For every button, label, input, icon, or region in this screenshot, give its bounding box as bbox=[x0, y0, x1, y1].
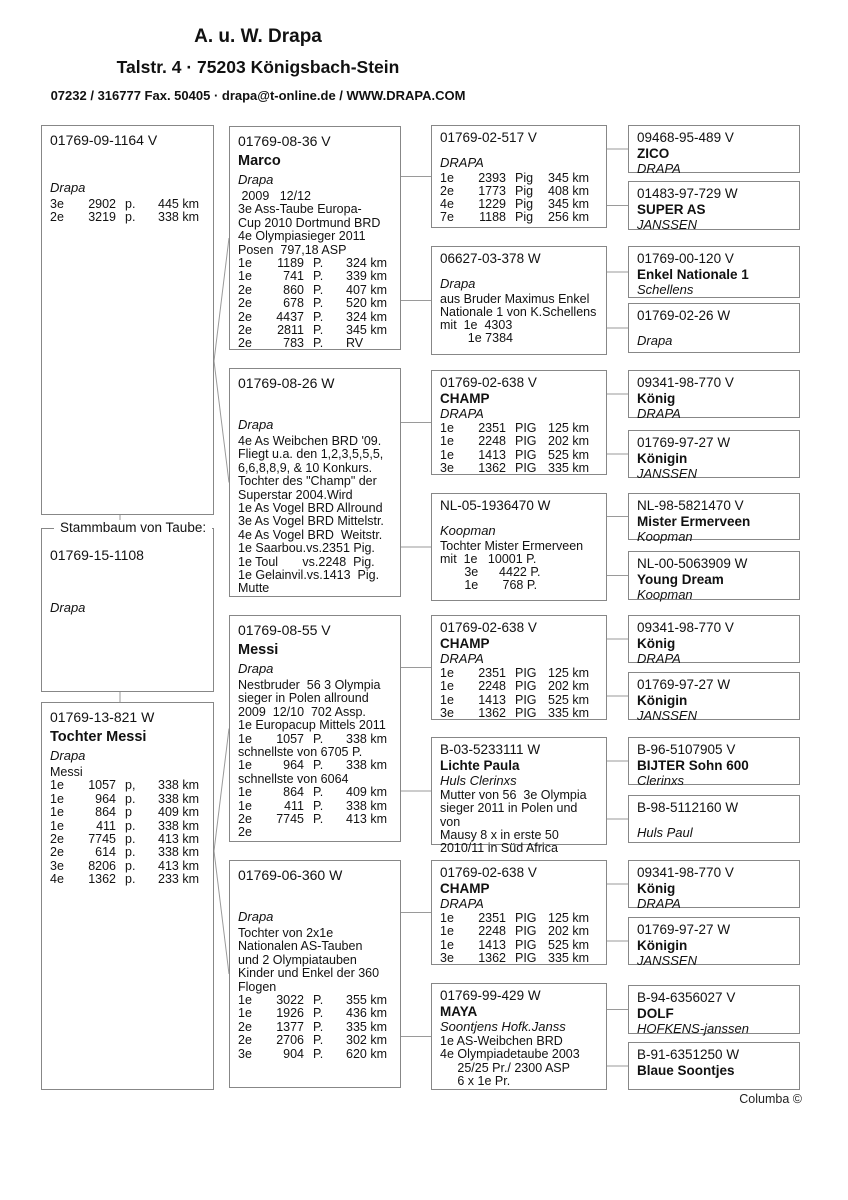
breeder-name: HOFKENS-janssen bbox=[637, 1020, 749, 1036]
subject-box bbox=[41, 520, 214, 692]
ring-number: 01769-15-1108 bbox=[50, 547, 144, 563]
pigeon-name: BIJTER Sohn 600 bbox=[637, 758, 749, 773]
pigeon-name: CHAMP bbox=[440, 636, 490, 651]
ring-number: 01769-09-1164 V bbox=[50, 132, 158, 148]
breeder-name: Drapa bbox=[637, 333, 673, 348]
pigeon-name: König bbox=[637, 881, 676, 896]
pigeon-name: SUPER AS bbox=[637, 202, 706, 217]
performance-lines: Mutter von 56 3e Olympia sieger 2011 in Polen und von Mausy 8 x in erste 50 2010/11 in Süd Africa bbox=[440, 788, 587, 856]
performance-lines: 2009 12/12 3e Ass-Taube Europa- Cup 2010 Dortmund BRD 4e Olympiasieger 2011 Posen 797,18 ASP 1e 1189 P. 324 km 1e 741 P. 339 km 2e 860 P. 407 km 2e 678 P. 520 km 2e 4437 P. 324 km 2e 2811 P. 345 km 2e 783 P. RV bbox=[238, 189, 387, 351]
breeder-name: Drapa bbox=[238, 172, 274, 187]
pigeon-name: König bbox=[637, 391, 676, 406]
ring-number: 09341-98-770 V bbox=[637, 375, 734, 390]
pigeon-name: Königin bbox=[637, 451, 688, 466]
ring-number: B-94-6356027 V bbox=[637, 990, 736, 1005]
breeder-name: DRAPA bbox=[440, 650, 484, 666]
breeder-name: DRAPA bbox=[637, 160, 681, 176]
breeder-name: Drapa bbox=[50, 180, 86, 195]
breeder-name: Huls Clerinxs bbox=[440, 772, 517, 788]
breeder-name: Schellens bbox=[637, 281, 694, 297]
breeder-name: DRAPA bbox=[440, 405, 484, 421]
pigeon-name: Mister Ermerveen bbox=[637, 514, 751, 529]
letterhead bbox=[0, 26, 516, 103]
ring-number: B-98-5112160 W bbox=[637, 800, 739, 815]
pigeon-box-g4-8 bbox=[431, 983, 607, 1090]
performance-lines: Nestbruder 56 3 Olympia sieger in Polen allround 2009 12/10 702 Assp. 1e Europacup Mittels 2011 1e 1057 P. 338 km schnellste von 6705 P. 1e 964 P. 338 km schnellste von 6064 1e 864 P. 409 km 1e 411 P. 338 km 2e 7745 P. 413 km 2e bbox=[238, 678, 387, 840]
pigeon-box-g4-5 bbox=[431, 615, 607, 720]
breeder-name: Koopman bbox=[440, 523, 496, 538]
pigeon-box-g4-3 bbox=[431, 370, 607, 475]
ring-number: 01769-06-360 W bbox=[238, 867, 343, 883]
pigeon-name: Königin bbox=[637, 693, 688, 708]
pigeon-box-g4-4 bbox=[431, 493, 607, 601]
performance-lines: Tochter Mister Ermerveen mit 1e 10001 P. 3e 4422 P. 1e 768 P. bbox=[440, 538, 584, 593]
ring-number: B-96-5107905 V bbox=[637, 742, 736, 757]
breeder-name: Drapa bbox=[440, 276, 476, 291]
performance-lines: 1e 2351 PIG 125 km 1e 2248 PIG 202 km 1e 1413 PIG 525 km 3e 1362 PIG 335 km bbox=[440, 911, 589, 965]
pigeon-name: Tochter Messi bbox=[50, 729, 147, 745]
ring-number: NL-00-5063909 W bbox=[637, 556, 748, 571]
ring-number: 01769-08-36 V bbox=[238, 133, 331, 149]
pigeon-name: MAYA bbox=[440, 1004, 478, 1019]
breeder-address: Talstr. 4 · 75203 Königsbach-Stein bbox=[116, 57, 400, 77]
ring-number: 01769-99-429 W bbox=[440, 988, 541, 1003]
breeder-name: Drapa bbox=[50, 748, 86, 763]
pigeon-box-g5-9 bbox=[628, 615, 800, 666]
performance-lines: Messi 1e 1057 p, 338 km 1e 964 p. 338 km 1e 864 p 409 km 1e 411 p. 338 km 2e 7745 p. 413 km 2e 614 p. 338 km 3e 8206 p. 413 km 4e 1362 p. 233 km bbox=[50, 765, 199, 887]
ring-number: 01769-00-120 V bbox=[637, 251, 734, 266]
breeder-name: DRAPA bbox=[637, 895, 681, 911]
pigeon-box-g3-1 bbox=[229, 126, 401, 350]
breeder-name: Drapa bbox=[238, 661, 274, 676]
pigeon-box-g3-4 bbox=[229, 860, 401, 1088]
performance-lines: 1e 2351 PIG 125 km 1e 2248 PIG 202 km 1e 1413 PIG 525 km 3e 1362 PIG 335 km bbox=[440, 666, 589, 720]
performance-lines: 4e As Weibchen BRD '09. Fliegt u.a. den 1,2,3,5,5,5, 6,6,8,8,9, & 10 Konkurs. Tochter des "Champ" der Superstar 2004.Wird 1e As Vogel BRD Allround 3e As Vogel BRD Mittelstr. 4e As Vogel BRD Weitstr. 1e Saarbou.vs.2351 Pig. 1e Toul vs.2248 Pig. 1e Gelainvil.vs.1413 Pig. Mutte bbox=[238, 434, 384, 596]
pigeon-box-g4-2 bbox=[431, 246, 607, 355]
ring-number: 01769-97-27 W bbox=[637, 435, 731, 450]
pigeon-box-mother bbox=[41, 702, 214, 1090]
pigeon-box-g5-7 bbox=[628, 493, 800, 544]
pigeon-box-g5-2 bbox=[628, 181, 800, 230]
pigeon-name: Blaue Soontjes bbox=[637, 1063, 735, 1078]
pigeon-name: Lichte Paula bbox=[440, 758, 520, 773]
pigeon-box-g5-6 bbox=[628, 430, 800, 481]
breeder-name: JANSSEN bbox=[637, 216, 697, 232]
ring-number: 01769-02-638 V bbox=[440, 620, 537, 635]
performance-lines: 1e 2393 Pig 345 km 2e 1773 Pig 408 km 4e 1229 Pig 345 km 7e 1188 Pig 256 km bbox=[440, 170, 589, 225]
breeder-name: Clerinxs bbox=[637, 772, 684, 788]
breeder-name: DRAPA bbox=[440, 155, 484, 170]
breeder-name: Drapa bbox=[50, 600, 86, 615]
pigeon-box-g5-4 bbox=[628, 303, 800, 353]
pigeon-box-father bbox=[41, 125, 214, 515]
ring-number: NL-98-5821470 V bbox=[637, 498, 744, 513]
columba-software-credit: Columba © bbox=[739, 1092, 802, 1106]
breeder-name: DRAPA bbox=[637, 650, 681, 666]
pigeon-box-g3-2 bbox=[229, 368, 401, 597]
breeder-contact: 07232 / 316777 Fax. 50405 · drapa@t-online.de / WWW.DRAPA.COM bbox=[50, 88, 466, 103]
pigeon-name: Messi bbox=[238, 642, 279, 658]
breeder-name: Drapa bbox=[238, 417, 274, 432]
pigeon-box-g5-14 bbox=[628, 917, 800, 968]
pigeon-name: ZICO bbox=[637, 146, 670, 161]
pigeon-box-g3-3 bbox=[229, 615, 401, 842]
breeder-name: Soontjens Hofk.Janss bbox=[440, 1018, 566, 1034]
ring-number: 01769-02-638 V bbox=[440, 375, 537, 390]
pigeon-box-g4-6 bbox=[431, 737, 607, 856]
ring-number: 01769-02-26 W bbox=[637, 308, 731, 323]
breeder-name: DRAPA bbox=[440, 895, 484, 911]
breeder-name: Koopman bbox=[637, 528, 693, 544]
pigeon-box-g4-1 bbox=[431, 125, 607, 228]
pigeon-box-g5-3 bbox=[628, 246, 800, 298]
ring-number: 01769-08-26 W bbox=[238, 375, 335, 391]
ring-number: 09341-98-770 V bbox=[637, 620, 734, 635]
pigeon-box-g5-13 bbox=[628, 860, 800, 911]
performance-lines: 3e 2902 p. 445 km 2e 3219 p. 338 km bbox=[50, 197, 199, 225]
pigeon-name: DOLF bbox=[637, 1006, 674, 1021]
subject-legend: Stammbaum von Taube: bbox=[54, 520, 212, 535]
pigeon-box-g5-12 bbox=[628, 795, 800, 843]
breeder-name-title: A. u. W. Drapa bbox=[194, 26, 322, 47]
ring-number: B-91-6351250 W bbox=[637, 1047, 740, 1062]
performance-lines: 1e AS-Weibchen BRD 4e Olympiadetaube 2003 25/25 Pr./ 2300 ASP 6 x 1e Pr. bbox=[440, 1034, 580, 1088]
breeder-name: JANSSEN bbox=[637, 707, 697, 723]
performance-lines: Tochter von 2x1e Nationalen AS-Tauben und 2 Olympiatauben Kinder und Enkel der 360 Flogen 1e 3022 P. 355 km 1e 1926 P. 436 km 2e 1377 P. 335 km 2e 2706 P. 302 km 3e 904 P. 620 km bbox=[238, 926, 387, 1061]
ring-number: 01769-02-517 V bbox=[440, 130, 537, 145]
ring-number: 09468-95-489 V bbox=[637, 130, 734, 145]
pigeon-name: Enkel Nationale 1 bbox=[637, 267, 749, 282]
ring-number: 09341-98-770 V bbox=[637, 865, 734, 880]
breeder-name: Drapa bbox=[238, 909, 274, 924]
pigeon-name: CHAMP bbox=[440, 881, 490, 896]
breeder-name: JANSSEN bbox=[637, 952, 697, 968]
pigeon-box-g5-5 bbox=[628, 370, 800, 421]
pigeon-name: Königin bbox=[637, 938, 688, 953]
performance-lines: 1e 2351 PIG 125 km 1e 2248 PIG 202 km 1e 1413 PIG 525 km 3e 1362 PIG 335 km bbox=[440, 421, 589, 475]
pigeon-name: CHAMP bbox=[440, 391, 490, 406]
ring-number: 01769-08-55 V bbox=[238, 622, 331, 638]
pigeon-box-g4-7 bbox=[431, 860, 607, 965]
breeder-name: Koopman bbox=[637, 586, 693, 602]
ring-number: 01769-02-638 V bbox=[440, 865, 537, 880]
ring-number: B-03-5233111 W bbox=[440, 742, 541, 757]
breeder-name: Huls Paul bbox=[637, 825, 693, 840]
pigeon-name: Young Dream bbox=[637, 572, 724, 587]
pigeon-box-g5-1 bbox=[628, 125, 800, 176]
ring-number: NL-05-1936470 W bbox=[440, 498, 551, 513]
breeder-name: JANSSEN bbox=[637, 465, 697, 481]
breeder-name: DRAPA bbox=[637, 405, 681, 421]
ring-number: 01769-97-27 W bbox=[637, 922, 731, 937]
pigeon-name: König bbox=[637, 636, 676, 651]
pigeon-box-g5-10 bbox=[628, 672, 800, 723]
ring-number: 01769-97-27 W bbox=[637, 677, 731, 692]
ring-number: 06627-03-378 W bbox=[440, 251, 541, 266]
pigeon-name: Marco bbox=[238, 153, 281, 169]
performance-lines: aus Bruder Maximus Enkel Nationale 1 von K.Schellens mit 1e 4303 1e 7384 bbox=[440, 291, 597, 346]
pigeon-box-g5-16 bbox=[628, 1042, 800, 1090]
pigeon-box-g5-8 bbox=[628, 551, 800, 600]
pigeon-box-g5-15 bbox=[628, 985, 800, 1034]
ring-number: 01483-97-729 W bbox=[637, 186, 738, 201]
pigeon-box-g5-11 bbox=[628, 737, 800, 788]
ring-number: 01769-13-821 W bbox=[50, 709, 155, 725]
